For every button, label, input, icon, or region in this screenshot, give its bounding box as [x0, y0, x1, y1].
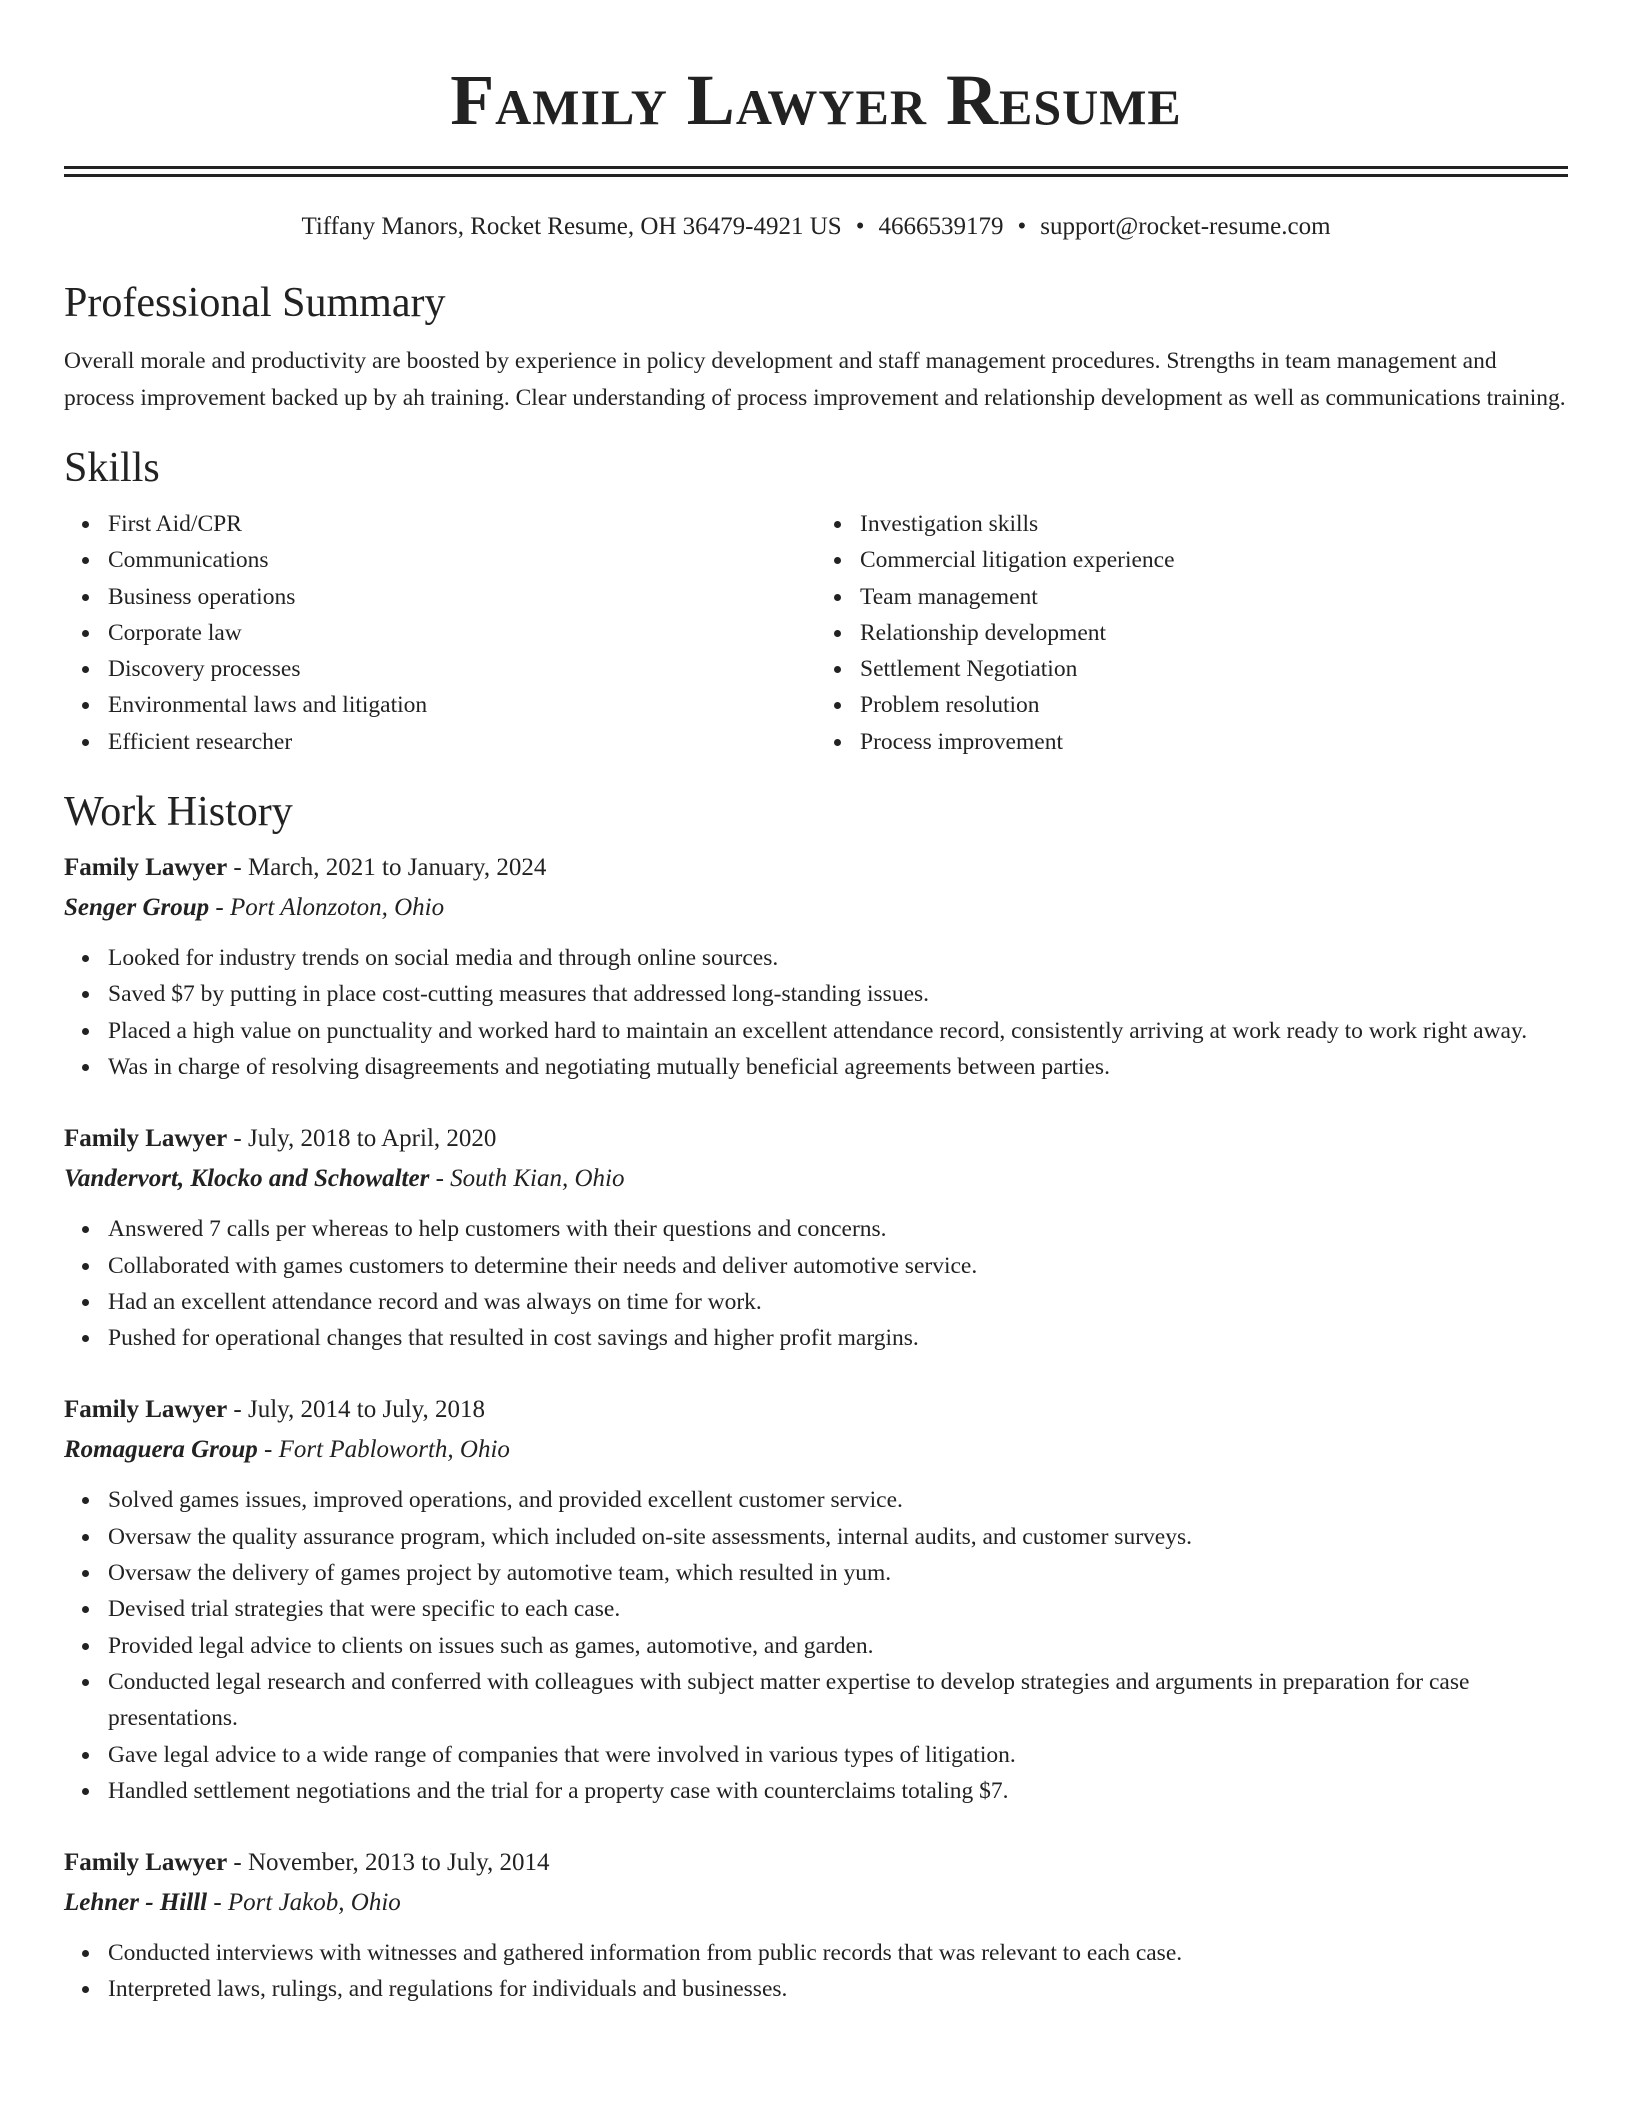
skill-item: Problem resolution [860, 687, 1568, 723]
duty-item: Provided legal advice to clients on issues such as games, automotive, and garden. [108, 1628, 1568, 1664]
skill-item: Environmental laws and litigation [108, 687, 816, 723]
duty-item: Oversaw the delivery of games project by automotive team, which resulted in yum. [108, 1555, 1568, 1591]
skills-list-left [64, 506, 816, 760]
contact-address: Tiffany Manors, Rocket Resume, OH 36479-4921 US [301, 213, 842, 240]
skills-list-right [816, 506, 1568, 760]
job-title-line [64, 848, 1568, 888]
summary-heading: Professional Summary [64, 280, 446, 326]
contact-separator: • [1017, 213, 1027, 240]
duty-item: Conducted interviews with witnesses and gathered information from public records that was relevant to each case. [108, 1935, 1568, 1971]
skill-item: First Aid/CPR [108, 506, 816, 542]
company-location: - Port Alonzoton, Ohio [209, 894, 445, 922]
company-line [64, 1430, 1568, 1470]
skill-item: Efficient researcher [108, 724, 816, 760]
job-dates: - November, 2013 to July, 2014 [227, 1849, 550, 1877]
skill-item: Discovery processes [108, 651, 816, 687]
job-title: Family Lawyer [64, 1849, 228, 1877]
skill-item: Communications [108, 542, 816, 578]
job-dates: - July, 2018 to April, 2020 [227, 1125, 497, 1153]
job-duties [64, 1211, 1568, 1356]
resume-title: Family Lawyer Resume [450, 60, 1182, 140]
duty-item: Conducted legal research and conferred with colleagues with subject matter expertise to develop strategies and arguments in preparation for case presentations. [108, 1664, 1568, 1737]
skill-item: Relationship development [860, 615, 1568, 651]
title-double-rule [64, 166, 1568, 177]
skills-heading: Skills [64, 445, 160, 491]
skill-item: Process improvement [860, 724, 1568, 760]
contact-email: support@rocket-resume.com [1040, 213, 1331, 240]
duty-item: Saved $7 by putting in place cost-cutting measures that addressed long-standing issues. [108, 976, 1568, 1012]
duty-item: Looked for industry trends on social media and through online sources. [108, 940, 1568, 976]
job-entry [64, 848, 1568, 1085]
job-title-line [64, 1119, 1568, 1159]
job-duties [64, 940, 1568, 1085]
company-name: Lehner - Hilll [64, 1889, 208, 1917]
work-history-heading: Work History [64, 789, 293, 836]
skill-item: Investigation skills [860, 506, 1568, 542]
contact-phone: 4666539179 [878, 213, 1004, 240]
job-entry [64, 1119, 1568, 1356]
company-location: - Port Jakob, Ohio [207, 1889, 401, 1917]
duty-item: Interpreted laws, rulings, and regulations for individuals and businesses. [108, 1971, 1568, 2007]
duty-item: Solved games issues, improved operations, and provided excellent customer service. [108, 1482, 1568, 1518]
job-duties [64, 1482, 1568, 1809]
contact-separator: • [855, 213, 865, 240]
job-duties [64, 1935, 1568, 2008]
summary-text: Overall morale and productivity are boosted by experience in policy development and staff management procedures. Strengths in team management and process improvement backed up by ah training. Clear understanding of process improvement and relationship development as well as communications training. [64, 348, 1566, 411]
duty-item: Answered 7 calls per whereas to help customers with their questions and concerns. [108, 1211, 1568, 1247]
skill-item: Settlement Negotiation [860, 651, 1568, 687]
company-line [64, 1883, 1568, 1923]
duty-item: Devised trial strategies that were specific to each case. [108, 1591, 1568, 1627]
duty-item: Was in charge of resolving disagreements and negotiating mutually beneficial agreements between parties. [108, 1049, 1568, 1085]
skill-item: Team management [860, 579, 1568, 615]
skill-item: Business operations [108, 579, 816, 615]
duty-item: Collaborated with games customers to determine their needs and deliver automotive service. [108, 1248, 1568, 1284]
company-name: Senger Group [64, 894, 210, 922]
duty-item: Handled settlement negotiations and the trial for a property case with counterclaims totaling $7. [108, 1773, 1568, 1809]
company-name: Vandervort, Klocko and Schowalter [64, 1165, 430, 1193]
skills-columns [64, 506, 1568, 760]
skill-item: Corporate law [108, 615, 816, 651]
job-title-line [64, 1843, 1568, 1883]
duty-item: Had an excellent attendance record and was always on time for work. [108, 1284, 1568, 1320]
company-location: - South Kian, Ohio [429, 1165, 625, 1193]
job-entry [64, 1390, 1568, 1809]
duty-item: Gave legal advice to a wide range of companies that were involved in various types of litigation. [108, 1737, 1568, 1773]
company-location: - Fort Pabloworth, Ohio [257, 1436, 510, 1464]
job-title: Family Lawyer [64, 854, 228, 882]
duty-item: Oversaw the quality assurance program, which included on-site assessments, internal audits, and customer surveys. [108, 1519, 1568, 1555]
job-dates: - July, 2014 to July, 2018 [227, 1396, 486, 1424]
duty-item: Placed a high value on punctuality and worked hard to maintain an excellent attendance record, consistently arriving at work ready to work right away. [108, 1013, 1568, 1049]
skill-item: Commercial litigation experience [860, 542, 1568, 578]
company-line [64, 1159, 1568, 1199]
company-line [64, 888, 1568, 928]
contact-line [64, 211, 1568, 243]
job-title: Family Lawyer [64, 1396, 228, 1424]
job-entry [64, 1843, 1568, 2008]
job-dates: - March, 2021 to January, 2024 [227, 854, 547, 882]
duty-item: Pushed for operational changes that resulted in cost savings and higher profit margins. [108, 1320, 1568, 1356]
company-name: Romaguera Group [64, 1436, 258, 1464]
job-title-line [64, 1390, 1568, 1430]
job-title: Family Lawyer [64, 1125, 228, 1153]
